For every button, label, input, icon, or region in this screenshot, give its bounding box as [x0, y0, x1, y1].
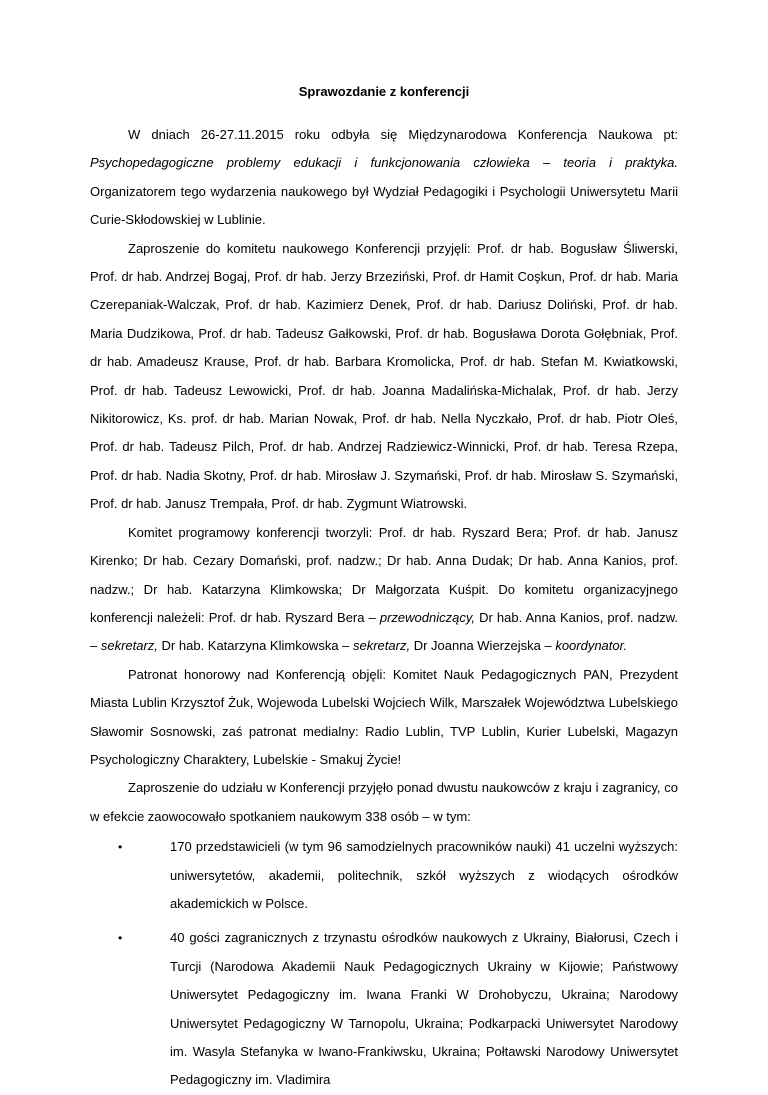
list-item: • 170 przedstawicieli (w tym 96 samodzielnych pracowników nauki) 41 uczelni wyższych: uniwersytetów, akademii, politechnik, szkół wyższych z wiodących ośrodków akademickich w Polsce. — [90, 833, 678, 918]
paragraph-patronage: Patronat honorowy nad Konferencją objęli: Komitet Nauk Pedagogicznych PAN, Prezydent Miasta Lublin Krzysztof Żuk, Wojewoda Lubelski Wojciech Wilk, Marszałek Województwa Lubelskiego Sławomir Sosnowski, zaś patronat medialny: Radio Lublin, TVP Lublin, Kurier Lubelski, Magazyn Psychologiczny Charaktery, Lubelskie - Smakuj Życie! — [90, 666, 678, 767]
organizer-text: Organizatorem tego wydarzenia naukowego był Wydział Pedagogiki i Psychologii Uniwersytetu Marii Curie-Skłodowskiej w Lublinie. — [90, 183, 678, 228]
bullet-icon: • — [118, 931, 123, 946]
participants-list — [90, 833, 678, 1095]
intro-text: W dniach 26-27.11.2015 roku odbyła się Międzynarodowa Konferencja Naukowa pt: — [128, 127, 678, 142]
paragraph-intro — [90, 121, 678, 235]
conference-title: Psychopedagogiczne problemy edukacji i funkcjonowania człowieka – teoria i praktyka. — [90, 155, 678, 171]
role-secretary: sekretarz, — [353, 638, 411, 654]
paragraph-participants: Zaproszenie do udziału w Konferencji przyjęło ponad dwustu naukowców z kraju i zagranicy, co w efekcie zaowocowało spotkaniem naukowym 338 osób – w tym: — [90, 780, 678, 824]
role-chair: przewodniczący, — [379, 609, 476, 625]
paragraph-scientific-committee: Zaproszenie do komitetu naukowego Konferencji przyjęli: Prof. dr hab. Bogusław Śliwerski, Prof. dr hab. Andrzej Bogaj, Prof. dr hab. Jerzy Brzeziński, Prof. dr Hamit Coşkun, Prof. dr hab. Maria Czerepaniak-Walczak, Prof. dr hab. Kazimierz Denek, Prof. dr hab. Dariusz Doliński, Prof. dr hab. Maria Dudzikowa, Prof. dr hab. Tadeusz Gałkowski, Prof. dr hab. Bogusława Dorota Gołębniak, Prof. dr hab. Amadeusz Krause, Prof. dr hab. Barbara Kromolicka, Prof. dr hab. Stefan M. Kwiatkowski, Prof. dr hab. Tadeusz Lewowicki, Prof. dr hab. Joanna Madalińska-Michalak, Prof. dr hab. Jerzy Nikitorowicz, Ks. prof. dr hab. Marian Nowak, Prof. dr hab. Nella Nyczkało, Prof. dr hab. Piotr Oleś, Prof. dr hab. Tadeusz Pilch, Prof. dr hab. Andrzej Radziewicz-Winnicki, Prof. dr hab. Teresa Rzepa, Prof. dr hab. Nadia Skotny, Prof. dr hab. Mirosław J. Szymański, Prof. dr hab. Mirosław S. Szymański, Prof. dr hab. Janusz Trempała, Prof. dr hab. Zygmunt Wiatrowski. — [90, 240, 678, 512]
role-coordinator: koordynator. — [555, 638, 628, 654]
bullet-icon: • — [118, 840, 123, 855]
role-secretary: sekretarz, — [100, 638, 158, 654]
paragraph-program-committee: Komitet programowy konferencji tworzyli: Prof. dr hab. Ryszard Bera; Prof. dr hab. Janusz Kirenko; Dr hab. Cezary Domański, prof. nadzw.; Dr hab. Anna Dudak; Dr hab. Anna Kanios, prof. nadzw.; Dr hab. Katarzyna Klimkowska; Dr Małgorzata Kuśpit. Do komitetu organizacyjnego konferencji należeli: Prof. dr hab. Ryszard Bera – przewodniczący, Dr hab. Anna Kanios, prof. nadzw. – sekretarz, Dr hab. Katarzyna Klimkowska – sekretarz, Dr Joanna Wierzejska – koordynator. — [90, 524, 678, 654]
document-title: Sprawozdanie z konferencji — [298, 84, 470, 99]
list-item: • 40 gości zagranicznych z trzynastu ośrodków naukowych z Ukrainy, Białorusi, Czech i Turcji (Narodowa Akademii Nauk Pedagogicznych Ukrainy w Kijowie; Państwowy Uniwersytet Pedagogiczny im. Iwana Franki W Drohobyczu, Ukraina; Narodowy Uniwersytet Pedagogiczny W Tarnopolu, Ukraina; Podkarpacki Uniwersytet Narodowy im. Wasyla Stefanyka w Iwano-Frankiwsku, Ukraina; Połtawski Narodowy Uniwersytet Pedagogiczny im. Vladimira — [90, 924, 678, 1094]
